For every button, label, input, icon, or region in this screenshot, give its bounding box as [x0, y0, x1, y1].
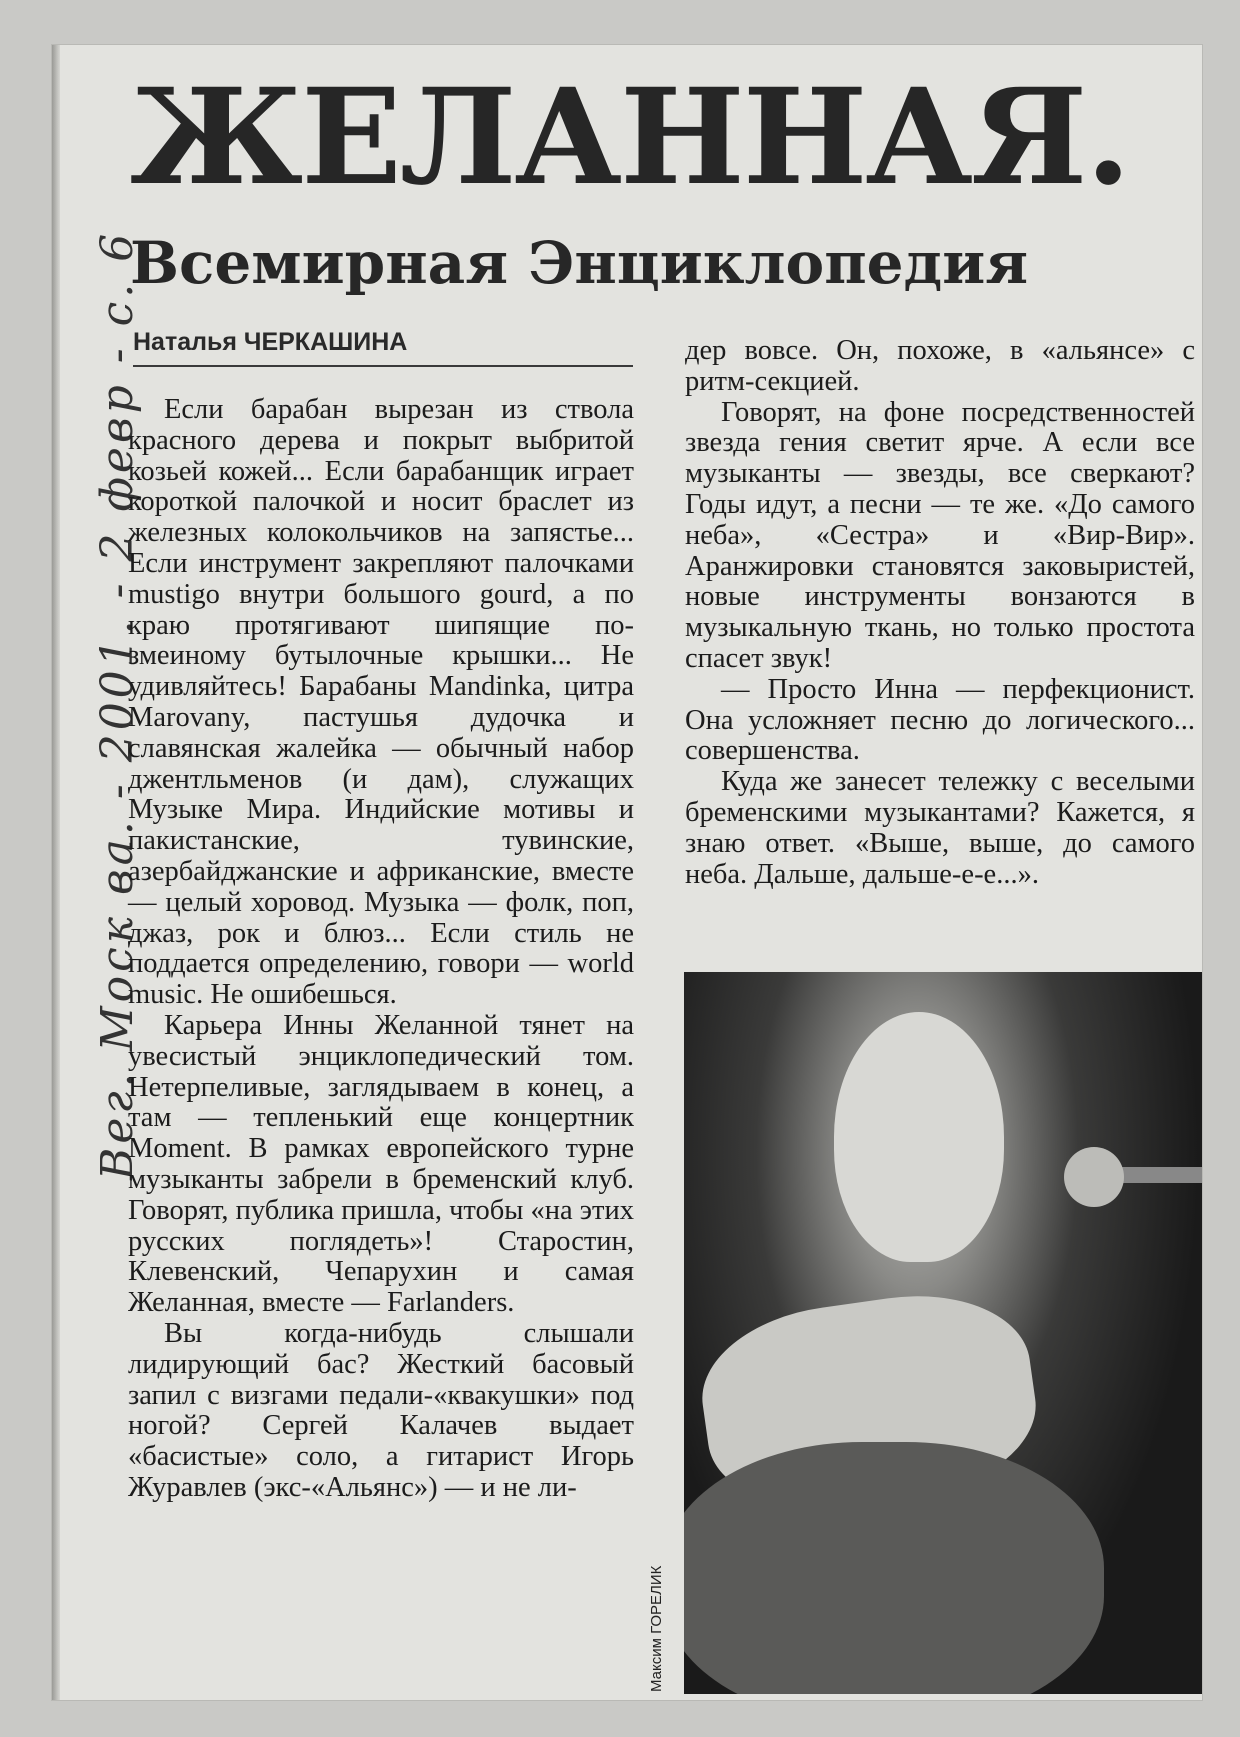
microphone-icon: [1064, 1147, 1124, 1207]
paragraph: дер вовсе. Он, похоже, в «альянсе» с ритм-секцией.: [685, 335, 1195, 397]
clipping-edge: [52, 45, 60, 1700]
left-column: [128, 395, 634, 1504]
author-byline: Наталья ЧЕРКАШИНА: [133, 328, 633, 367]
photo-mic-stand-shape: [1114, 1167, 1202, 1183]
paragraph: Вы когда-нибудь слышали лидирующий бас? Жесткий басовый запил с визгами педали-«квакушки» под ногой? Сергей Калачев выдает «басистые» соло, а гитарист Игорь Журавлев (экс-«Альянс») — и не ли-: [128, 1317, 634, 1503]
photo-credit: Максим ГОРЕЛИК: [648, 1565, 665, 1692]
paragraph: Карьера Инны Желанной тянет на увесистый энциклопедический том. Нетерпеливые, заглядываем в конец, а там — тепленький еще концертник Moment. В рамках европейского турне музыканты забрели в бременский клуб. Говорят, публика пришла, чтобы «на этих русских поглядеть»! Старостин, Клевенский, Чепарухин и самая Желанная, вместе — Farlanders.: [128, 1009, 634, 1319]
paragraph: Говорят, на фоне посредственностей звезда гения светит ярче. А если все музыканты — звезды, все сверкают? Годы идут, а песни — те же. «До самого неба», «Сестра» и «Вир-Вир». Аранжировки становятся заковыристей, новые инструменты вонзаются в музыкальную ткань, но только простота спасет звук!: [685, 396, 1195, 674]
paragraph: — Просто Инна — перфекционист. Она усложняет песню до логического... совершенства.: [685, 673, 1195, 767]
singer-photo: [684, 972, 1202, 1694]
right-column: [685, 336, 1195, 890]
photo-head-shape: [834, 1012, 1004, 1262]
handwritten-source-note: Вег. Моск ва. - 2001. - 2 февр - с. 6: [92, 229, 143, 1180]
headline: ЖЕЛАННАЯ.: [130, 60, 1130, 215]
paragraph: Если барабан вырезан из ствола красного дерева и покрыт выбритой козьей кожей... Если барабанщик играет короткой палочкой и носит браслет из железных колокольчиков на запястье... Если инструмент закрепляют палочками mustigo внутри большого gourd, а по краю протягивают шипящие по-змеиному бутылочные крышки... Не удивляйтесь! Барабаны Mandinka, цитра Marovany, пастушья дудочка и славянская жалейка — обычный набор джентльменов (и дам), служащих Музыке Мира. Индийские мотивы и пакистанские, тувинские, азербайджанские и африканские, вместе — целый хоровод. Музыка — фолк, поп, джаз, рок и блюз... Если стиль не поддается определению, говори — world music. Не ошибешься.: [128, 394, 634, 1011]
subheadline: Всемирная Энциклопедия: [130, 229, 1029, 297]
paragraph: Куда же занесет тележку с веселыми бременскими музыкантами? Кажется, я знаю ответ. «Выше, выше, до самого неба. Дальше, дальше-е-е...».: [685, 766, 1195, 890]
photo-guitar-shape: [684, 1442, 1104, 1694]
